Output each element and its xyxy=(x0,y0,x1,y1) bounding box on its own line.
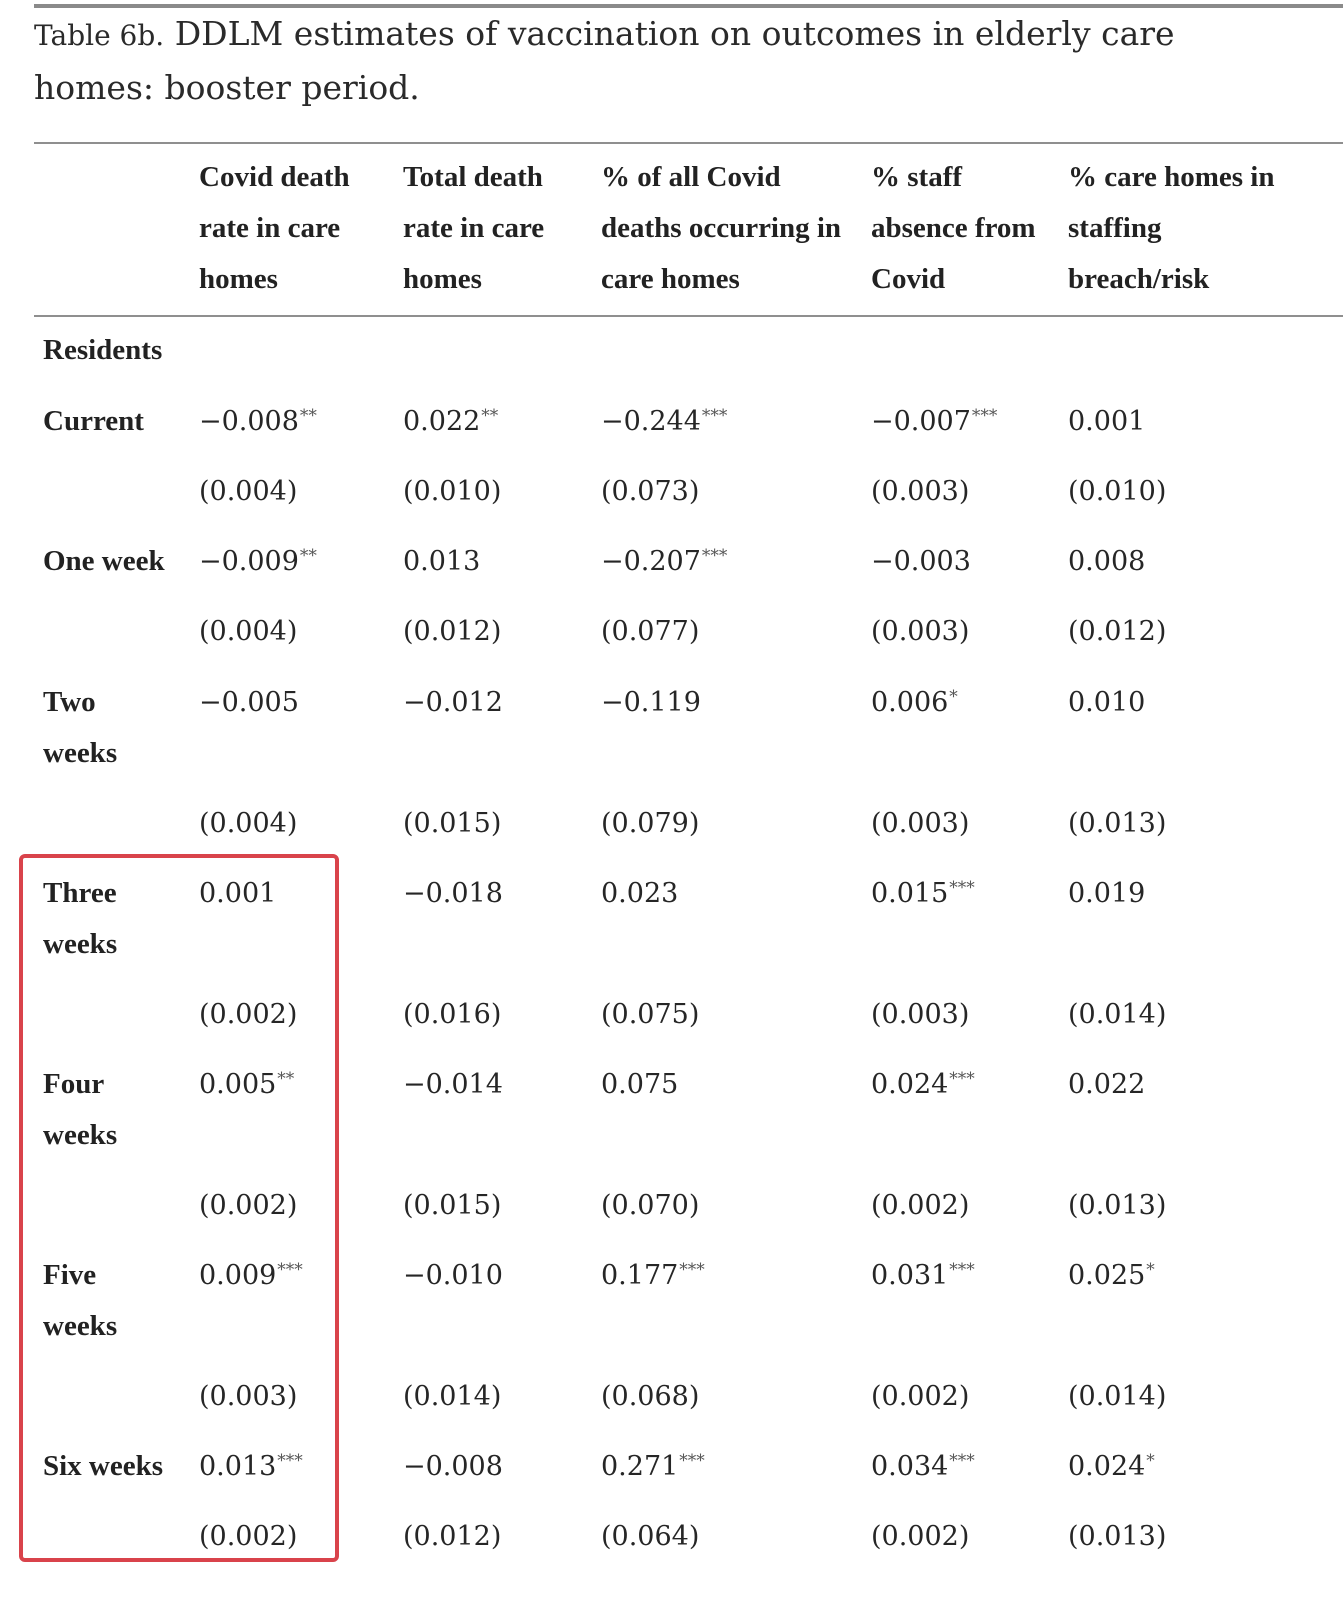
estimate-value: 0.015 xyxy=(871,878,949,909)
estimate-value: 0.013 xyxy=(199,1451,277,1482)
estimate-cell xyxy=(199,677,299,728)
significance-stars: *** xyxy=(949,878,975,898)
standard-error-cell: (0.010) xyxy=(403,476,502,507)
estimate-cell xyxy=(199,1059,294,1114)
significance-stars: * xyxy=(949,687,958,707)
row-label: Four weeks xyxy=(43,1068,118,1151)
estimate-value: 0.024 xyxy=(871,1069,949,1100)
significance-stars: *** xyxy=(277,1451,303,1471)
estimate-value: 0.005 xyxy=(199,1069,277,1100)
section-label-residents: Residents xyxy=(43,334,163,366)
estimate-cell xyxy=(601,396,727,451)
table-caption-label: Table 6b. xyxy=(34,19,165,52)
estimate-value: 0.023 xyxy=(601,878,679,909)
standard-error-cell: (0.013) xyxy=(1068,1521,1167,1552)
standard-error-cell: (0.012) xyxy=(403,616,502,647)
row-label: Two weeks xyxy=(43,686,118,769)
estimate-cell xyxy=(871,1250,975,1305)
estimate-cell xyxy=(1068,677,1145,728)
significance-stars: ** xyxy=(299,406,317,426)
estimate-value: 0.019 xyxy=(1068,878,1146,909)
estimate-cell xyxy=(871,1441,975,1496)
estimate-cell xyxy=(1068,1441,1155,1496)
estimate-value: 0.010 xyxy=(1068,687,1146,718)
table-caption xyxy=(34,8,1304,114)
row-label: Current xyxy=(43,405,144,437)
estimate-value: −0.009 xyxy=(199,546,299,577)
significance-stars: *** xyxy=(701,546,728,566)
estimate-cell xyxy=(403,1059,503,1110)
standard-error-cell: (0.014) xyxy=(403,1381,502,1412)
column-header-staffing-breach: % care homes in staffing breach/risk xyxy=(1068,161,1275,295)
standard-error-cell: (0.002) xyxy=(199,999,298,1030)
standard-error-cell: (0.004) xyxy=(199,808,298,839)
estimate-cell xyxy=(871,868,975,923)
standard-error-cell: (0.016) xyxy=(403,999,502,1030)
standard-error-cell: (0.013) xyxy=(1068,1190,1167,1221)
row-label: Six weeks xyxy=(43,1450,164,1482)
estimate-cell xyxy=(601,868,678,919)
estimate-value: −0.008 xyxy=(199,406,299,437)
estimate-cell xyxy=(601,1059,678,1110)
row-label: One week xyxy=(43,545,165,577)
estimate-value: 0.022 xyxy=(403,406,481,437)
standard-error-cell: (0.004) xyxy=(199,616,298,647)
column-header-staff-absence: % staff absence from Covid xyxy=(871,161,1036,295)
standard-error-cell: (0.070) xyxy=(601,1190,700,1221)
column-header-covid-death-rate: Covid death rate in care homes xyxy=(199,161,350,295)
significance-stars: *** xyxy=(949,1260,975,1280)
standard-error-cell: (0.003) xyxy=(871,616,970,647)
estimate-value: −0.244 xyxy=(601,406,701,437)
standard-error-cell: (0.002) xyxy=(199,1521,298,1552)
standard-error-cell: (0.014) xyxy=(1068,999,1167,1030)
standard-error-cell: (0.073) xyxy=(601,476,700,507)
estimate-value: 0.009 xyxy=(199,1260,277,1291)
estimate-value: 0.001 xyxy=(1068,406,1146,437)
standard-error-cell: (0.014) xyxy=(1068,1381,1167,1412)
estimate-value: 0.024 xyxy=(1068,1451,1146,1482)
standard-error-cell: (0.002) xyxy=(199,1190,298,1221)
estimate-value: 0.025 xyxy=(1068,1260,1146,1291)
estimate-cell xyxy=(403,396,498,451)
estimate-value: −0.018 xyxy=(403,878,503,909)
estimate-value: −0.014 xyxy=(403,1069,503,1100)
standard-error-cell: (0.003) xyxy=(871,808,970,839)
estimate-cell xyxy=(1068,536,1145,587)
estimate-cell xyxy=(871,677,958,732)
estimate-cell xyxy=(199,396,317,451)
estimate-cell xyxy=(871,1059,975,1114)
estimate-value: −0.207 xyxy=(601,546,701,577)
estimate-value: 0.008 xyxy=(1068,546,1146,577)
estimate-cell xyxy=(199,868,276,919)
estimate-cell xyxy=(403,1441,503,1492)
significance-stars: * xyxy=(1146,1451,1155,1471)
standard-error-cell: (0.068) xyxy=(601,1381,700,1412)
estimate-value: −0.010 xyxy=(403,1260,503,1291)
standard-error-cell: (0.064) xyxy=(601,1521,700,1552)
estimate-value: −0.119 xyxy=(601,687,701,718)
header-bottom-rule xyxy=(34,315,1343,317)
standard-error-cell: (0.010) xyxy=(1068,476,1167,507)
estimate-cell xyxy=(403,1250,503,1301)
estimate-cell xyxy=(1068,396,1145,447)
standard-error-cell: (0.002) xyxy=(871,1521,970,1552)
estimate-cell xyxy=(403,677,503,728)
standard-error-cell: (0.079) xyxy=(601,808,700,839)
significance-stars: *** xyxy=(701,406,728,426)
estimate-value: 0.271 xyxy=(601,1451,679,1482)
standard-error-cell: (0.077) xyxy=(601,616,700,647)
column-header-total-death-rate: Total death rate in care homes xyxy=(403,161,545,295)
significance-stars: * xyxy=(1146,1260,1155,1280)
standard-error-cell: (0.003) xyxy=(871,476,970,507)
standard-error-cell: (0.012) xyxy=(1068,616,1167,647)
estimate-cell xyxy=(871,396,997,451)
significance-stars: *** xyxy=(679,1451,705,1471)
estimate-cell xyxy=(199,1250,303,1305)
significance-stars: *** xyxy=(971,406,998,426)
standard-error-cell: (0.012) xyxy=(403,1521,502,1552)
estimate-value: −0.005 xyxy=(199,687,299,718)
estimate-value: 0.075 xyxy=(601,1069,679,1100)
significance-stars: ** xyxy=(299,546,317,566)
significance-stars: *** xyxy=(277,1260,303,1280)
row-label: Three weeks xyxy=(43,877,118,960)
significance-stars: ** xyxy=(481,406,499,426)
significance-stars: *** xyxy=(949,1451,975,1471)
estimate-value: 0.177 xyxy=(601,1260,679,1291)
estimate-value: 0.013 xyxy=(403,546,481,577)
standard-error-cell: (0.002) xyxy=(871,1381,970,1412)
estimate-value: −0.007 xyxy=(871,406,971,437)
column-header-covid-deaths-share: % of all Covid deaths occurring in care homes xyxy=(601,161,842,295)
standard-error-cell: (0.015) xyxy=(403,1190,502,1221)
significance-stars: ** xyxy=(277,1069,295,1089)
estimate-cell xyxy=(403,536,480,587)
standard-error-cell: (0.003) xyxy=(199,1381,298,1412)
estimate-value: 0.006 xyxy=(871,687,949,718)
estimate-cell xyxy=(199,1441,303,1496)
estimate-value: 0.022 xyxy=(1068,1069,1146,1100)
standard-error-cell: (0.002) xyxy=(871,1190,970,1221)
significance-stars: *** xyxy=(949,1069,975,1089)
estimate-cell xyxy=(1068,1250,1155,1305)
estimate-value: −0.012 xyxy=(403,687,503,718)
standard-error-cell: (0.013) xyxy=(1068,808,1167,839)
estimate-value: 0.001 xyxy=(199,878,277,909)
estimate-value: 0.031 xyxy=(871,1260,949,1291)
estimate-cell xyxy=(403,868,503,919)
standard-error-cell: (0.015) xyxy=(403,808,502,839)
estimate-cell xyxy=(1068,868,1145,919)
standard-error-cell: (0.003) xyxy=(871,999,970,1030)
significance-stars: *** xyxy=(679,1260,705,1280)
estimate-cell xyxy=(199,536,317,591)
estimate-cell xyxy=(1068,1059,1145,1110)
estimate-cell xyxy=(601,1441,705,1496)
estimate-value: −0.008 xyxy=(403,1451,503,1482)
header-top-rule xyxy=(34,142,1343,144)
standard-error-cell: (0.004) xyxy=(199,476,298,507)
estimate-value: 0.034 xyxy=(871,1451,949,1482)
estimate-value: −0.003 xyxy=(871,546,971,577)
estimate-cell xyxy=(601,1250,705,1305)
estimate-cell xyxy=(601,677,701,728)
standard-error-cell: (0.075) xyxy=(601,999,700,1030)
table-caption-text: DDLM estimates of vaccination on outcomes in elderly care homes: booster period. xyxy=(34,14,1175,107)
estimate-cell xyxy=(871,536,971,587)
row-label: Five weeks xyxy=(43,1259,118,1342)
estimate-cell xyxy=(601,536,727,591)
